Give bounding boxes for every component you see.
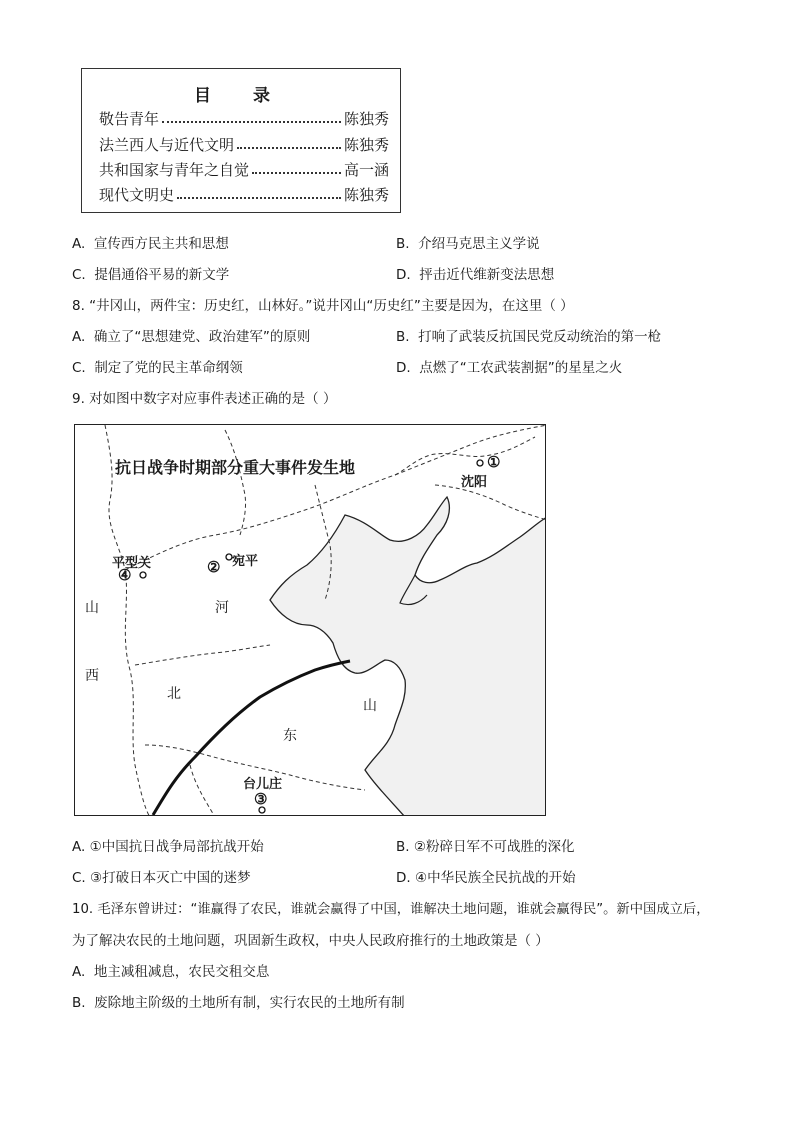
q9-option-c[interactable] xyxy=(72,869,251,887)
option-text: 地主减租减息，农民交租交息 xyxy=(93,964,270,980)
province-label: 河 xyxy=(215,600,229,616)
q8-option-a[interactable] xyxy=(72,328,310,346)
province-border xyxy=(395,437,535,475)
place-number: ① xyxy=(487,453,501,471)
option-key: C. xyxy=(72,267,86,283)
q7-option-b[interactable] xyxy=(396,235,540,253)
option-key: B. xyxy=(396,236,410,252)
province-label: 北 xyxy=(167,686,181,702)
q8-option-b[interactable] xyxy=(396,328,661,346)
option-key: C. xyxy=(72,360,86,376)
q10-stem-line2: 为了解决农民的土地问题，巩固新生政权，中央人民政府推行的土地政策是（ ） xyxy=(72,933,549,949)
place-name: 平型关 xyxy=(112,556,152,571)
map-title: 抗日战争时期部分重大事件发生地 xyxy=(115,458,356,477)
option-text: 提倡通俗平易的新文学 xyxy=(94,267,230,283)
option-text: 制定了党的民主革命纲领 xyxy=(94,360,243,376)
place-number: ④ xyxy=(118,566,132,584)
q7-option-d[interactable] xyxy=(396,266,554,284)
place-dot-shenyang xyxy=(477,460,483,466)
option-text: 点燃了“工农武装割据”的星星之火 xyxy=(419,360,623,376)
toc-row xyxy=(99,107,389,129)
option-key: B. xyxy=(396,839,410,855)
q9-stem: 9. 对如图中数字对应事件表述正确的是（ ） xyxy=(72,391,337,407)
q10-option-a[interactable] xyxy=(72,963,269,981)
leader-dots xyxy=(177,196,341,199)
place-number: ③ xyxy=(254,790,268,808)
province-label: 西 xyxy=(85,668,99,684)
toc-entry-author: 陈独秀 xyxy=(343,185,389,204)
toc-row xyxy=(99,183,389,205)
q9-option-b[interactable] xyxy=(396,838,574,856)
province-label: 山 xyxy=(363,698,377,714)
province-label: 东 xyxy=(283,728,297,744)
place-number: ② xyxy=(207,558,221,576)
province-border xyxy=(135,645,270,665)
q8-option-d[interactable] xyxy=(396,359,622,377)
option-text: 介绍马克思主义学说 xyxy=(418,236,540,252)
q9-option-d[interactable] xyxy=(396,869,576,887)
option-key: D. xyxy=(396,360,411,376)
option-text: 确立了“思想建党、政治建军”的原则 xyxy=(93,329,311,345)
place-name: 台儿庄 xyxy=(243,777,283,792)
leader-dots xyxy=(162,120,341,123)
toc-entry-title: 法兰西人与近代文明 xyxy=(99,135,235,154)
sea-area xyxy=(270,497,546,816)
q10-option-b[interactable] xyxy=(72,994,405,1012)
option-text: ②粉碎日军不可战胜的深化 xyxy=(413,839,575,855)
toc-entry-title: 共和国家与青年之自觉 xyxy=(99,160,250,179)
option-text: ①中国抗日战争局部抗战开始 xyxy=(89,839,264,855)
option-text: 打响了武装反抗国民党反动统治的第一枪 xyxy=(418,329,662,345)
q8-stem: 8. “井冈山，两件宝：历史红，山林好。”说井冈山“历史红”主要是因为，在这里（ ） xyxy=(72,298,574,314)
table-of-contents-box xyxy=(81,68,401,213)
q8-option-c[interactable] xyxy=(72,359,243,377)
option-text: 宣传西方民主共和思想 xyxy=(93,236,229,252)
province-border xyxy=(190,765,215,816)
q10-stem-line1: 10. 毛泽东曾讲过：“谁赢得了农民，谁就会赢得了中国，谁解决土地问题，谁就会赢得民”。新中国成立后， xyxy=(72,902,710,917)
option-key: D. xyxy=(396,870,411,886)
option-text: ④中华民族全民抗战的开始 xyxy=(414,870,576,886)
toc-row xyxy=(99,133,389,155)
leader-dots xyxy=(252,171,341,174)
toc-entry-title: 现代文明史 xyxy=(99,185,175,204)
province-border xyxy=(105,425,150,816)
option-key: A. xyxy=(72,329,86,345)
province-border xyxy=(435,485,546,520)
option-key: A. xyxy=(72,236,86,252)
place-dot-pingxingguan xyxy=(140,572,146,578)
option-key: C. xyxy=(72,870,86,886)
toc-row xyxy=(99,158,389,180)
toc-entry-author: 高一涵 xyxy=(343,160,389,179)
option-key: D. xyxy=(396,267,411,283)
place-name: 沈阳 xyxy=(461,475,488,490)
q7-option-c[interactable] xyxy=(72,266,229,284)
option-key: A. xyxy=(72,839,86,855)
province-border xyxy=(225,430,246,535)
option-key: A. xyxy=(72,964,86,980)
province-label: 山 xyxy=(85,600,99,616)
option-text: ③打破日本灭亡中国的迷梦 xyxy=(90,870,251,886)
option-key: B. xyxy=(72,995,86,1011)
option-text: 废除地主阶级的土地所有制，实行农民的土地所有制 xyxy=(94,995,405,1011)
map-figure xyxy=(74,424,546,816)
leader-dots xyxy=(237,146,341,149)
option-text: 抨击近代维新变法思想 xyxy=(419,267,555,283)
toc-entry-author: 陈独秀 xyxy=(343,135,389,154)
toc-entry-author: 陈独秀 xyxy=(343,109,389,128)
toc-title: 目 录 xyxy=(194,86,288,106)
q7-option-a[interactable] xyxy=(72,235,229,253)
toc-entry-title: 敬告青年 xyxy=(99,109,160,128)
option-key: B. xyxy=(396,329,410,345)
place-name: 宛平 xyxy=(232,554,259,569)
q9-option-a[interactable] xyxy=(72,838,264,856)
